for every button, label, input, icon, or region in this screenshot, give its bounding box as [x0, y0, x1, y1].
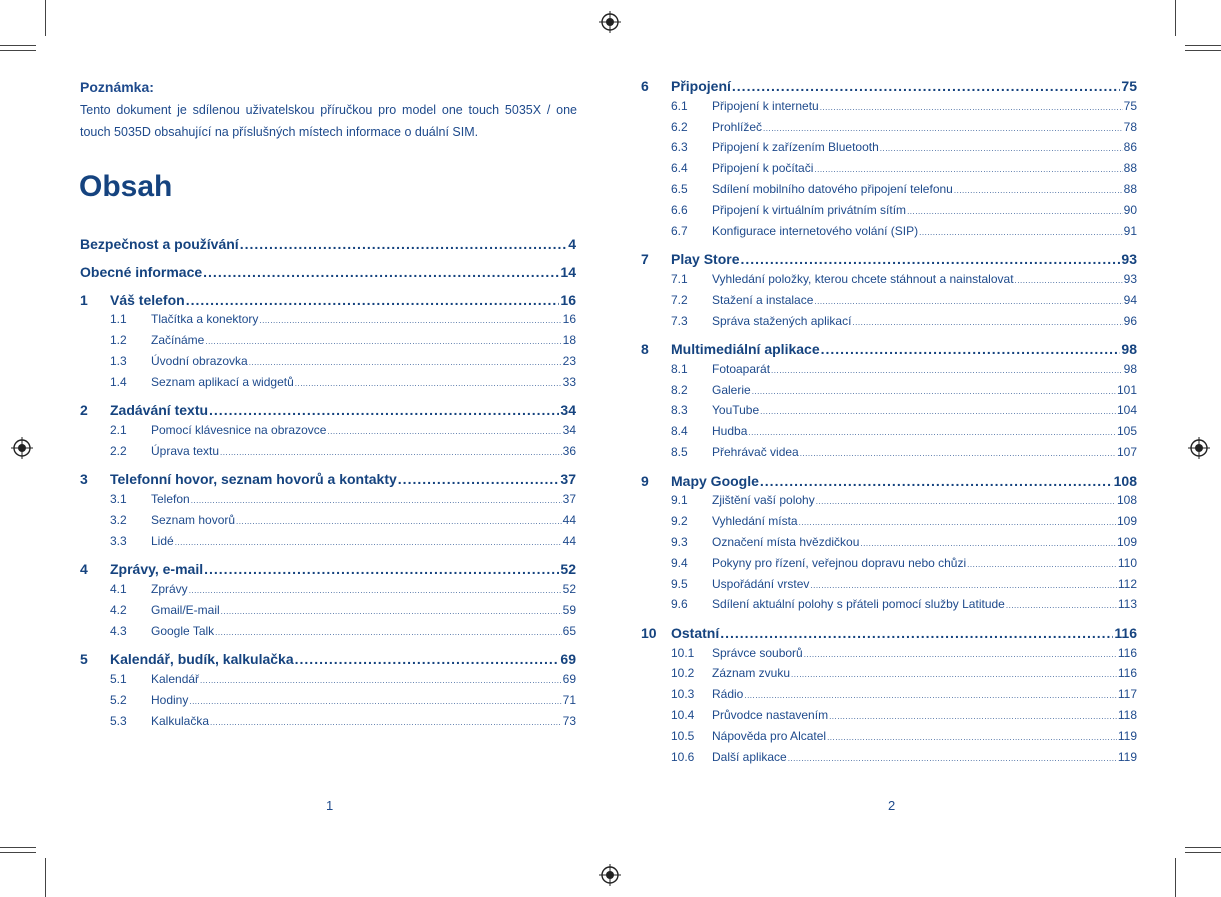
toc-subentry[interactable]	[641, 514, 1137, 528]
toc-subentry[interactable]	[641, 666, 1137, 680]
toc-chapter-entry[interactable]	[80, 402, 576, 418]
toc-entry-title: Připojení k virtuálním privátním sítím	[712, 202, 907, 217]
toc-entry-number: 5.1	[110, 671, 127, 686]
toc-subentry[interactable]	[641, 272, 1137, 286]
toc-entry-title: Připojení	[671, 78, 731, 94]
toc-entry-page: 93	[1123, 271, 1137, 286]
toc-entry-page: 37	[560, 471, 576, 488]
toc-subentry[interactable]	[641, 203, 1137, 217]
registration-mark-right-icon	[1188, 437, 1210, 459]
toc-subentry[interactable]	[641, 140, 1137, 154]
page-number-right: 2	[888, 798, 896, 813]
toc-entry-page: 52	[560, 561, 576, 578]
toc-entry-title: Uspořádání vrstev	[712, 576, 810, 591]
toc-entry-number: 4.3	[110, 623, 127, 638]
toc-entry-page: 86	[1123, 140, 1137, 155]
toc-entry-number: 6.3	[671, 140, 688, 155]
toc-subentry[interactable]	[641, 493, 1137, 507]
toc-entry-number: 8.5	[671, 445, 688, 459]
toc-entry-title: Bezpečnost a používání	[80, 236, 239, 252]
toc-entry-number: 7	[641, 251, 649, 268]
toc-entry-number: 9.5	[671, 576, 688, 591]
toc-subentry[interactable]	[80, 534, 576, 548]
toc-entry-page: 16	[560, 291, 576, 308]
toc-entry-title: Začínáme	[151, 333, 205, 348]
toc-entry-page: 96	[1123, 313, 1137, 328]
toc-entry-page: 4	[568, 236, 576, 252]
toc-subentry[interactable]	[80, 333, 576, 347]
toc-entry-title: Zprávy	[151, 582, 188, 596]
toc-entry-number: 4	[80, 561, 88, 578]
toc-entry-number: 5.3	[110, 713, 127, 728]
toc-entry-title: Připojení k počítači	[712, 161, 814, 176]
toc-entry-title: Sdílení mobilního datového připojení telefonu	[712, 182, 953, 196]
toc-dot-leader	[186, 292, 560, 308]
toc-entry-title: Hodiny	[151, 692, 189, 707]
toc-entry-number: 8.2	[671, 382, 688, 397]
toc-entry-number: 6.2	[671, 119, 688, 134]
toc-dot-leader	[791, 670, 1117, 679]
toc-dot-leader	[814, 165, 1122, 174]
toc-entry-number: 3.3	[110, 533, 127, 548]
toc-entry-number: 8.1	[671, 361, 688, 376]
note-title: Poznámka:	[80, 79, 154, 95]
toc-entry-page: 91	[1123, 223, 1137, 238]
toc-dot-leader	[200, 676, 562, 685]
toc-chapter-entry[interactable]	[80, 471, 576, 487]
toc-entry-page: 69	[560, 651, 576, 668]
toc-entry-page: 37	[562, 492, 576, 507]
toc-subentry[interactable]	[641, 646, 1137, 660]
toc-subentry[interactable]	[641, 99, 1137, 113]
toc-heading: Obsah	[79, 170, 173, 203]
toc-entry-title: Úprava textu	[151, 443, 220, 458]
toc-chapter-entry[interactable]	[641, 473, 1137, 489]
toc-entry-number: 1	[80, 291, 88, 308]
toc-entry-title: Lidé	[151, 533, 174, 548]
toc-dot-leader	[852, 318, 1122, 327]
toc-entry-number: 6.4	[671, 161, 688, 176]
toc-dot-leader	[800, 449, 1116, 458]
toc-entry-page: 75	[1123, 98, 1137, 113]
toc-dot-leader	[752, 387, 1116, 396]
toc-entry-page: 75	[1121, 78, 1137, 94]
toc-entry-title: Multimediální aplikace	[671, 341, 820, 357]
toc-dot-leader	[221, 607, 562, 616]
toc-entry-page: 23	[562, 353, 576, 368]
toc-dot-leader	[205, 337, 561, 346]
toc-dot-leader	[820, 103, 1123, 112]
toc-entry-number: 9	[641, 472, 649, 489]
registration-mark-bottom-icon	[599, 864, 621, 886]
toc-entry-page: 104	[1116, 403, 1137, 418]
toc-entry-number: 9.2	[671, 514, 688, 529]
toc-entry-number: 6.7	[671, 223, 688, 238]
toc-dot-leader	[788, 754, 1117, 763]
toc-entry-page: 117	[1117, 687, 1137, 702]
toc-entry-title: Kalendář, budík, kalkulačka	[110, 651, 294, 668]
toc-dot-leader	[907, 207, 1123, 216]
toc-subentry[interactable]	[80, 444, 576, 458]
toc-entry-number: 10.3	[671, 687, 695, 702]
toc-entry-title: Zprávy, e-mail	[110, 561, 204, 578]
toc-entry-title: Ostatní	[671, 624, 720, 641]
toc-entry-page: 116	[1117, 645, 1137, 660]
toc-entry-page: 93	[1121, 251, 1137, 268]
toc-entry-page: 33	[562, 374, 576, 389]
toc-entry-number: 10.5	[671, 728, 695, 743]
toc-entry-number: 9.6	[671, 597, 688, 612]
toc-entry-number: 9.3	[671, 534, 688, 549]
toc-entry-title: Prohlížeč	[712, 119, 763, 134]
toc-dot-leader	[919, 228, 1123, 237]
toc-subentry[interactable]	[641, 224, 1137, 238]
toc-entry-title: Seznam hovorů	[151, 512, 236, 527]
toc-dot-leader	[816, 497, 1116, 506]
toc-subentry[interactable]	[80, 423, 576, 437]
toc-subentry[interactable]	[80, 354, 576, 368]
toc-entry-page: 94	[1123, 292, 1137, 307]
toc-entry-title: Konfigurace internetového volání (SIP)	[712, 223, 919, 238]
toc-dot-leader	[327, 427, 561, 436]
toc-entry-page: 88	[1123, 182, 1137, 196]
toc-entry-title: Správce souborů	[712, 645, 803, 660]
toc-dot-leader	[189, 697, 561, 706]
toc-chapter-entry[interactable]	[80, 651, 576, 667]
toc-entry-number: 5.2	[110, 692, 127, 707]
toc-entry-page: 71	[562, 692, 576, 707]
toc-entry-title: Fotoaparát	[712, 361, 771, 376]
toc-entry-title: Připojení k zařízením Bluetooth	[712, 140, 879, 155]
toc-subentry[interactable]	[641, 161, 1137, 175]
toc-entry-title: Play Store	[671, 251, 740, 268]
toc-left-column	[80, 236, 576, 736]
page-number-left: 1	[326, 798, 334, 813]
toc-entry-page: 88	[1123, 161, 1137, 176]
toc-entry-page: 98	[1123, 361, 1137, 376]
toc-entry-title: Mapy Google	[671, 472, 759, 489]
toc-entry-title: Telefon	[151, 492, 190, 507]
toc-dot-leader	[748, 428, 1116, 437]
toc-entry-page: 108	[1113, 472, 1137, 489]
toc-entry-number: 1.2	[110, 333, 127, 348]
toc-entry-title: Obecné informace	[80, 264, 203, 280]
toc-chapter-entry[interactable]	[641, 251, 1137, 267]
toc-entry-page: 118	[1117, 708, 1137, 722]
toc-subentry[interactable]	[80, 513, 576, 527]
toc-subentry[interactable]	[80, 312, 576, 326]
registration-mark-left-icon	[11, 437, 33, 459]
toc-entry-number: 1.3	[110, 353, 127, 368]
toc-dot-leader	[814, 297, 1122, 306]
toc-entry-page: 36	[562, 443, 576, 458]
toc-entry-page: 44	[562, 512, 576, 527]
toc-entry-number: 3.2	[110, 512, 127, 527]
toc-entry-page: 116	[1114, 624, 1137, 641]
toc-subentry[interactable]	[641, 708, 1137, 722]
toc-subentry[interactable]	[641, 424, 1137, 438]
toc-dot-leader	[1015, 276, 1123, 285]
toc-entry-number: 2.2	[110, 443, 127, 458]
note-body: Tento dokument je sdílenou uživatelskou příručkou pro model one touch 5035X / one touch 5035D obsahující na příslušných místech informace o duální SIM.	[80, 103, 577, 139]
toc-dot-leader	[760, 407, 1116, 416]
toc-entry-number: 6.6	[671, 202, 688, 217]
toc-entry-number: 3	[80, 471, 88, 488]
toc-entry-title: Vyhledání položky, kterou chcete stáhnout a nainstalovat	[712, 271, 1014, 286]
toc-chapter-entry[interactable]	[80, 264, 576, 280]
toc-dot-leader	[760, 473, 1113, 489]
toc-entry-page: 14	[560, 264, 576, 280]
toc-entry-page: 90	[1123, 202, 1137, 217]
toc-entry-title: Váš telefon	[110, 291, 185, 308]
toc-entry-number: 9.4	[671, 555, 688, 570]
toc-dot-leader	[204, 561, 559, 577]
toc-subentry[interactable]	[641, 120, 1137, 134]
toc-dot-leader	[827, 733, 1117, 742]
toc-entry-page: 52	[562, 582, 576, 596]
toc-subentry[interactable]	[641, 383, 1137, 397]
toc-entry-number: 6.1	[671, 98, 688, 113]
toc-entry-page: 109	[1116, 534, 1137, 549]
toc-subentry[interactable]	[80, 492, 576, 506]
toc-dot-leader	[744, 691, 1117, 700]
toc-entry-title: Gmail/E-mail	[151, 602, 220, 617]
toc-entry-title: Označení místa hvězdičkou	[712, 534, 860, 549]
toc-subentry[interactable]	[641, 535, 1137, 549]
toc-dot-leader	[189, 586, 562, 595]
toc-entry-title: Telefonní hovor, seznam hovorů a kontakty	[110, 471, 397, 488]
toc-dot-leader	[220, 448, 562, 457]
toc-dot-leader	[967, 560, 1117, 569]
toc-entry-number: 10.6	[671, 749, 695, 764]
toc-entry-title: Google Talk	[151, 623, 215, 638]
toc-entry-number: 7.1	[671, 271, 688, 286]
toc-entry-number: 7.2	[671, 292, 688, 307]
toc-entry-number: 5	[80, 651, 88, 668]
toc-dot-leader	[829, 712, 1117, 721]
toc-entry-page: 78	[1123, 119, 1137, 134]
toc-entry-number: 6.5	[671, 182, 688, 196]
toc-subentry[interactable]	[80, 693, 576, 707]
toc-subentry[interactable]	[80, 714, 576, 728]
toc-entry-page: 101	[1116, 382, 1137, 397]
toc-entry-title: Úvodní obrazovka	[151, 353, 248, 368]
toc-entry-page: 59	[562, 602, 576, 617]
toc-dot-leader	[821, 341, 1121, 357]
toc-entry-page: 109	[1116, 514, 1137, 529]
toc-dot-leader	[810, 581, 1116, 590]
toc-dot-leader	[804, 650, 1117, 659]
toc-entry-title: Nápověda pro Alcatel	[712, 728, 827, 743]
toc-entry-title: Sdílení aktuální polohy s přáteli pomocí služby Latitude	[712, 597, 1005, 612]
toc-subentry[interactable]	[641, 577, 1137, 591]
toc-entry-number: 2	[80, 402, 88, 419]
toc-subentry[interactable]	[641, 445, 1137, 459]
toc-entry-title: Kalendář	[151, 671, 200, 686]
toc-dot-leader	[209, 402, 559, 418]
toc-entry-page: 69	[562, 671, 576, 686]
toc-entry-title: Správa stažených aplikací	[712, 313, 852, 328]
toc-entry-title: YouTube	[712, 403, 760, 418]
toc-dot-leader	[740, 251, 1120, 267]
toc-entry-number: 3.1	[110, 492, 127, 507]
toc-dot-leader	[763, 124, 1123, 133]
toc-entry-page: 18	[562, 333, 576, 348]
toc-entry-title: Pomocí klávesnice na obrazovce	[151, 423, 327, 437]
toc-dot-leader	[771, 366, 1123, 375]
toc-dot-leader	[259, 316, 561, 325]
toc-subentry[interactable]	[641, 403, 1137, 417]
toc-subentry[interactable]	[80, 672, 576, 686]
toc-chapter-entry[interactable]	[80, 292, 576, 308]
toc-dot-leader	[191, 496, 562, 505]
toc-dot-leader	[954, 186, 1123, 195]
toc-entry-page: 34	[562, 423, 576, 437]
toc-entry-page: 16	[562, 312, 576, 327]
toc-entry-title: Kalkulačka	[151, 713, 210, 728]
toc-entry-title: Tlačítka a konektory	[151, 312, 259, 327]
toc-dot-leader	[240, 236, 568, 252]
toc-subentry[interactable]	[641, 556, 1137, 570]
toc-entry-number: 4.1	[110, 582, 127, 596]
toc-dot-leader	[175, 538, 562, 547]
toc-entry-title: Přehrávač videa	[712, 445, 799, 459]
toc-entry-page: 44	[562, 533, 576, 548]
toc-entry-number: 2.1	[110, 423, 127, 437]
toc-entry-number: 1.4	[110, 374, 127, 389]
toc-entry-page: 105	[1116, 424, 1137, 439]
toc-right-column	[641, 78, 1137, 778]
toc-entry-page: 112	[1117, 576, 1137, 591]
toc-entry-page: 34	[560, 402, 576, 419]
toc-chapter-entry[interactable]	[641, 341, 1137, 357]
toc-entry-title: Pokyny pro řízení, veřejnou dopravu nebo chůzi	[712, 555, 967, 570]
toc-entry-page: 65	[562, 623, 576, 638]
toc-entry-title: Vyhledání místa	[712, 514, 798, 529]
toc-dot-leader	[720, 625, 1113, 641]
toc-entry-title: Zadávání textu	[110, 402, 209, 419]
toc-entry-page: 98	[1121, 341, 1137, 357]
toc-entry-page: 73	[562, 713, 576, 728]
toc-entry-title: Připojení k internetu	[712, 98, 819, 113]
toc-dot-leader	[249, 358, 562, 367]
toc-entry-page: 116	[1117, 666, 1137, 681]
toc-entry-title: Záznam zvuku	[712, 666, 791, 681]
toc-entry-title: Další aplikace	[712, 749, 787, 764]
toc-chapter-entry[interactable]	[80, 561, 576, 577]
toc-entry-title: Stažení a instalace	[712, 292, 814, 307]
toc-subentry[interactable]	[641, 687, 1137, 701]
toc-chapter-entry[interactable]	[641, 78, 1137, 94]
toc-entry-number: 1.1	[110, 312, 127, 327]
toc-entry-page: 113	[1117, 597, 1137, 612]
toc-entry-title: Hudba	[712, 424, 748, 439]
toc-entry-title: Seznam aplikací a widgetů	[151, 374, 294, 389]
toc-subentry[interactable]	[80, 582, 576, 596]
toc-dot-leader	[860, 539, 1116, 548]
toc-entry-number: 10.1	[671, 645, 695, 660]
toc-dot-leader	[799, 518, 1116, 527]
toc-entry-number: 7.3	[671, 313, 688, 328]
toc-subentry[interactable]	[641, 182, 1137, 196]
toc-dot-leader	[1006, 601, 1117, 610]
toc-entry-number: 9.1	[671, 493, 688, 508]
toc-entry-title: Zjištění vaší polohy	[712, 493, 815, 508]
toc-entry-number: 4.2	[110, 602, 127, 617]
toc-subentry[interactable]	[641, 293, 1137, 307]
toc-entry-page: 119	[1117, 749, 1137, 764]
toc-entry-number: 10.4	[671, 708, 695, 722]
registration-mark-top-icon	[599, 11, 621, 33]
toc-dot-leader	[203, 264, 559, 280]
toc-entry-number: 8.3	[671, 403, 688, 418]
toc-chapter-entry[interactable]	[80, 236, 576, 252]
toc-chapter-entry[interactable]	[641, 625, 1137, 641]
toc-subentry[interactable]	[641, 729, 1137, 743]
toc-subentry[interactable]	[80, 624, 576, 638]
toc-entry-page: 110	[1117, 555, 1137, 570]
toc-subentry[interactable]	[641, 597, 1137, 611]
toc-entry-number: 10	[641, 624, 657, 641]
toc-entry-number: 8.4	[671, 424, 688, 439]
toc-dot-leader	[210, 718, 562, 727]
toc-dot-leader	[236, 517, 562, 526]
toc-subentry[interactable]	[641, 362, 1137, 376]
toc-subentry[interactable]	[80, 375, 576, 389]
toc-dot-leader	[215, 628, 561, 637]
toc-entry-title: Průvodce nastavením	[712, 708, 829, 722]
toc-entry-number: 8	[641, 341, 649, 357]
toc-dot-leader	[295, 379, 562, 388]
toc-dot-leader	[880, 144, 1123, 153]
toc-entry-number: 10.2	[671, 666, 695, 681]
toc-subentry[interactable]	[641, 750, 1137, 764]
toc-entry-title: Galerie	[712, 382, 751, 397]
toc-subentry[interactable]	[80, 603, 576, 617]
toc-subentry[interactable]	[641, 314, 1137, 328]
toc-entry-title: Rádio	[712, 687, 744, 702]
toc-entry-page: 108	[1116, 493, 1137, 508]
toc-dot-leader	[732, 78, 1121, 94]
toc-entry-page: 107	[1116, 445, 1137, 459]
toc-dot-leader	[398, 471, 560, 487]
toc-dot-leader	[295, 651, 560, 667]
toc-entry-number: 6	[641, 78, 649, 94]
toc-entry-page: 119	[1117, 728, 1137, 743]
